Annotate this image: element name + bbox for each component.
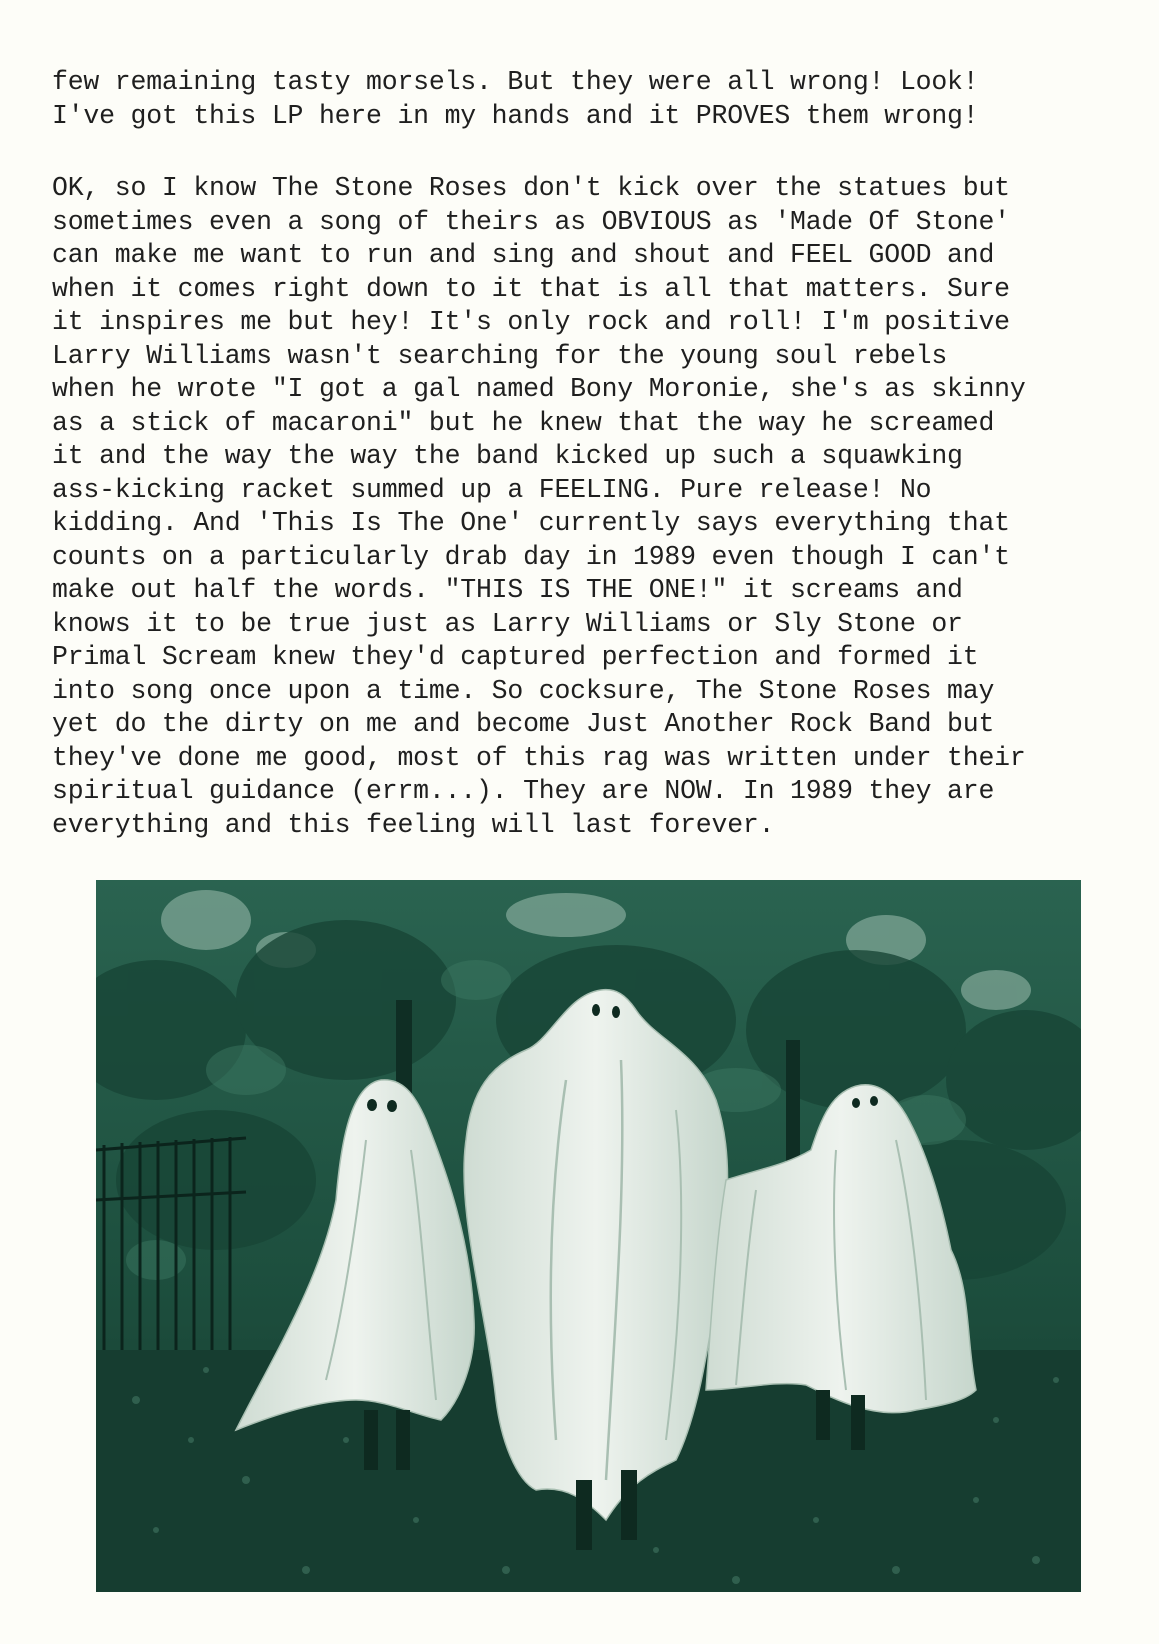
text-line: sometimes even a song of theirs as OBVIOUS as 'Made Of Stone': [52, 206, 1010, 237]
text-line: everything and this feeling will last forever.: [52, 809, 775, 840]
text-line: they've done me good, most of this rag was written under their: [52, 742, 1026, 773]
ghost-right-eye: [870, 1096, 878, 1106]
text-line: I've got this LP here in my hands and it PROVES them wrong!: [52, 100, 979, 131]
ghost-left-eye: [387, 1100, 397, 1112]
text-line: OK, so I know The Stone Roses don't kick over the statues but: [52, 173, 1010, 203]
text-line: it inspires me but hey! It's only rock and roll! I'm positive: [52, 307, 1010, 337]
text-line: ass-kicking racket summed up a FEELING. Pure release! No: [52, 474, 932, 505]
text-line: can make me want to run and sing and shout and FEEL GOOD and: [52, 240, 995, 270]
paragraph-stone-roses: [52, 172, 1112, 842]
text-line: into song once upon a time. So cocksure, The Stone Roses may: [52, 675, 995, 706]
text-line: yet do the dirty on me and become Just Another Rock Band but: [52, 709, 995, 739]
text-line: make out half the words. "THIS IS THE ONE!" it screams and: [52, 575, 963, 605]
text-line: it and the way the way the band kicked up such a squawking: [52, 441, 963, 471]
text-line: as a stick of macaroni" but he knew that the way he screamed: [52, 407, 995, 438]
text-line: counts on a particularly drab day in 1989 even though I can't: [52, 541, 1010, 572]
ghosts-illustration: [96, 880, 1081, 1592]
text-line: kidding. And 'This Is The One' currently says everything that: [52, 508, 1010, 538]
ghost-center-eye: [612, 1006, 620, 1018]
ghosts-photo: [96, 880, 1081, 1592]
text-line: spiritual guidance (errm...). They are NOW. In 1989 they are: [52, 776, 995, 806]
text-line: Larry Williams wasn't searching for the young soul rebels: [52, 340, 948, 371]
ghost-center-eye: [592, 1004, 600, 1016]
text-line: few remaining tasty morsels. But they were all wrong! Look!: [52, 67, 979, 97]
text-line: when it comes right down to it that is all that matters. Sure: [52, 273, 1010, 304]
paragraph-intro: [52, 66, 1112, 133]
ghost-left-eye: [367, 1099, 377, 1111]
text-line: knows it to be true just as Larry Williams or Sly Stone or: [52, 608, 963, 639]
ghost-right-eye: [852, 1098, 860, 1108]
text-line: when he wrote "I got a gal named Bony Moronie, she's as skinny: [52, 374, 1026, 404]
text-line: Primal Scream knew they'd captured perfection and formed it: [52, 642, 979, 672]
